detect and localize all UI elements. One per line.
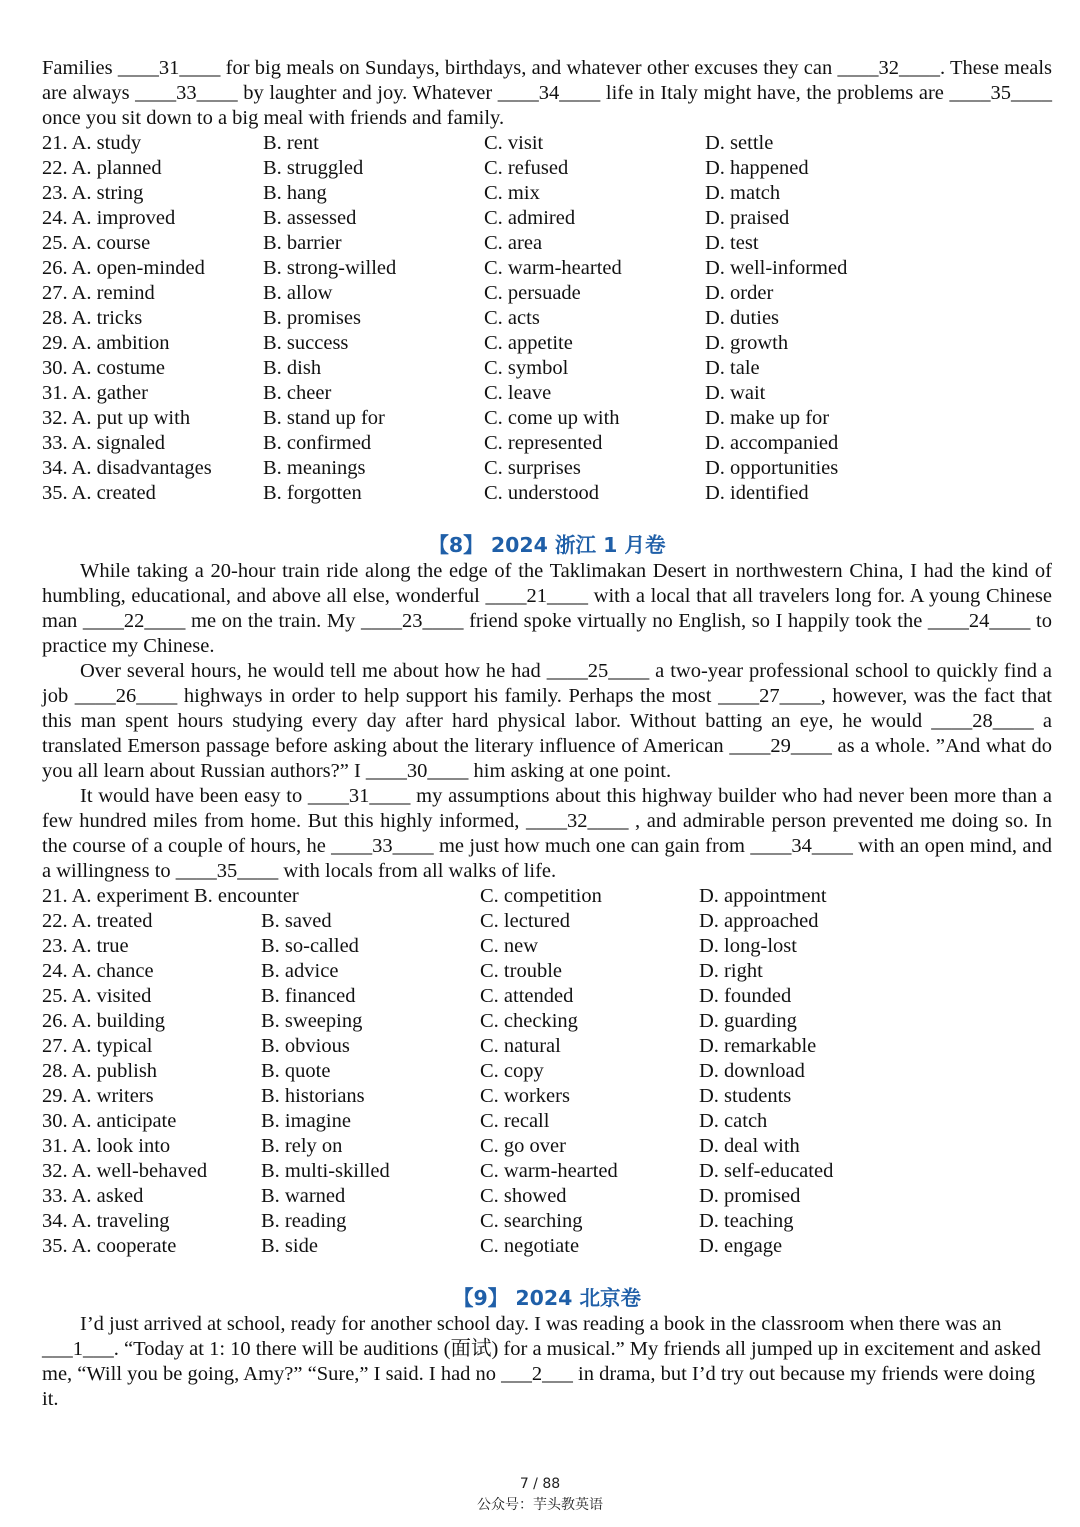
section7-option-q27-d: D. order: [705, 282, 774, 304]
section7-option-q29-d: D. growth: [705, 332, 789, 354]
section7-option-q28-a: 28. A. tricks: [42, 307, 143, 329]
section7-option-q33-d: D. accompanied: [705, 432, 839, 454]
section8-option-q24-a: 24. A. chance: [42, 960, 154, 982]
section8-option-q23-c: C. new: [480, 935, 539, 957]
section7-option-q34-c: C. surprises: [484, 457, 581, 479]
section8-option-q31-d: D. deal with: [699, 1135, 800, 1157]
section7-option-q28-b: B. promises: [263, 307, 361, 329]
section8-option-q30-c: C. recall: [480, 1110, 550, 1132]
section7-option-q32-b: B. stand up for: [263, 407, 385, 429]
section7-option-q27-b: B. allow: [263, 282, 333, 304]
section7-option-q24-d: D. praised: [705, 207, 790, 229]
section8-option-q30-a: 30. A. anticipate: [42, 1110, 177, 1132]
section7-option-q22-c: C. refused: [484, 157, 569, 179]
section8-option-q35-d: D. engage: [699, 1235, 783, 1257]
section8-option-q26-d: D. guarding: [699, 1010, 797, 1032]
section8-option-q21-c: C. competition: [480, 885, 602, 907]
section8-paragraph-2: Over several hours, he would tell me about how he had ____25____ a two-year professional school to quickly find a job ____26____ highways in order to help support his family. Perhaps the most ____27____, however, was the fact that this man spent hours studying every day after hard physical labor. Without batting an eye, he would ____28____ a translated Emerson passage before asking about the literary influence of American ____29____ as a whole. ”And what do you all learn about Russian authors?” I ____30____ him asking at one point.: [42, 660, 1052, 782]
section8-option-q29-b: B. historians: [261, 1085, 365, 1107]
section8-option-q33-c: C. showed: [480, 1185, 567, 1207]
section8-option-q35-b: B. side: [261, 1235, 318, 1257]
section7-option-q21-a: 21. A. study: [42, 132, 142, 154]
section7-option-q29-a: 29. A. ambition: [42, 332, 170, 354]
page-number: 7 / 88: [519, 1476, 561, 1492]
section8-option-q29-c: C. workers: [480, 1085, 570, 1107]
section7-option-q32-c: C. come up with: [484, 407, 620, 429]
section8-option-q27-a: 27. A. typical: [42, 1035, 153, 1057]
section7-option-q23-b: B. hang: [263, 182, 327, 204]
section7-option-q35-a: 35. A. created: [42, 482, 156, 504]
section7-option-q23-c: C. mix: [484, 182, 540, 204]
section8-option-q28-a: 28. A. publish: [42, 1060, 158, 1082]
section8-option-q28-d: D. download: [699, 1060, 805, 1082]
section8-option-q24-b: B. advice: [261, 960, 339, 982]
section7-option-q22-d: D. happened: [705, 157, 809, 179]
section8-option-q29-d: D. students: [699, 1085, 792, 1107]
section7-option-q22-a: 22. A. planned: [42, 157, 162, 179]
section8-paragraph-3: It would have been easy to ____31____ my assumptions about this highway builder who had never been more than a few hundred miles from home. But this highly informed, ____32____ , and admirable person prevented me doing so. In the course of a couple of hours, he ____33____ me just how much one can gain from ____34____ with an open mind, and a willingness to ____35____ with locals from all walks of life.: [42, 785, 1052, 882]
section8-option-q32-b: B. multi-skilled: [261, 1160, 390, 1182]
section7-option-q34-d: D. opportunities: [705, 457, 839, 479]
section8-option-q26-c: C. checking: [480, 1010, 578, 1032]
section7-option-q34-b: B. meanings: [263, 457, 366, 479]
section7-option-q31-c: C. leave: [484, 382, 552, 404]
section8-options: [42, 884, 1052, 1259]
section8-option-q33-d: D. promised: [699, 1185, 801, 1207]
section7-option-q32-d: D. make up for: [705, 407, 830, 429]
section7-option-q32-a: 32. A. put up with: [42, 407, 191, 429]
section8-option-q25-c: C. attended: [480, 985, 574, 1007]
section8-option-q27-b: B. obvious: [261, 1035, 350, 1057]
section7-option-q21-d: D. settle: [705, 132, 774, 154]
section7-option-q27-c: C. persuade: [484, 282, 581, 304]
section8-option-q29-a: 29. A. writers: [42, 1085, 154, 1107]
section7-option-q23-d: D. match: [705, 182, 781, 204]
section8-option-q26-a: 26. A. building: [42, 1010, 166, 1032]
section8-option-q31-a: 31. A. look into: [42, 1135, 171, 1157]
section8-option-q25-b: B. financed: [261, 985, 356, 1007]
section7-option-q27-a: 27. A. remind: [42, 282, 155, 304]
section7-option-q35-c: C. understood: [484, 482, 600, 504]
section8-option-q27-c: C. natural: [480, 1035, 561, 1057]
section7-option-q24-a: 24. A. improved: [42, 207, 176, 229]
section8-option-q33-b: B. warned: [261, 1185, 346, 1207]
section8-option-q35-a: 35. A. cooperate: [42, 1235, 177, 1257]
section7-option-q29-b: B. success: [263, 332, 349, 354]
section7-option-q25-b: B. barrier: [263, 232, 342, 254]
section8-option-q23-a: 23. A. true: [42, 935, 129, 957]
section8-option-q22-b: B. saved: [261, 910, 332, 932]
section8-option-q21-a: 21. A. experiment B. encounter: [42, 885, 299, 907]
section8-option-q31-b: B. rely on: [261, 1135, 343, 1157]
section7-passage-tail: Families ____31____ for big meals on Sundays, birthdays, and whatever other excuses they can ____32____. These meals are always ____33____ by laughter and joy. Whatever ____34____ life in Italy might have, the problems are ____35____ once you sit down to a big meal with friends and family.: [42, 57, 1052, 129]
section7-option-q34-a: 34. A. disadvantages: [42, 457, 212, 479]
section7-option-q30-d: D. tale: [705, 357, 760, 379]
section8-option-q23-d: D. long-lost: [699, 935, 797, 957]
section8-heading: 【8】 2024 浙江 1 月卷: [428, 533, 666, 557]
section8-option-q24-d: D. right: [699, 960, 763, 982]
section8-option-q32-a: 32. A. well-behaved: [42, 1160, 208, 1182]
section7-option-q25-a: 25. A. course: [42, 232, 151, 254]
section7-options: [42, 131, 1052, 506]
section7-option-q22-b: B. struggled: [263, 157, 364, 179]
page-content: [42, 56, 1052, 1412]
section8-option-q24-c: C. trouble: [480, 960, 562, 982]
section7-option-q25-c: C. area: [484, 232, 543, 254]
section8-option-q26-b: B. sweeping: [261, 1010, 363, 1032]
section7-option-q28-d: D. duties: [705, 307, 780, 329]
section8-option-q34-d: D. teaching: [699, 1210, 794, 1232]
section8-option-q23-b: B. so-called: [261, 935, 359, 957]
section7-option-q26-b: B. strong-willed: [263, 257, 397, 279]
section7-option-q35-d: D. identified: [705, 482, 809, 504]
section8-option-q32-c: C. warm-hearted: [480, 1160, 618, 1182]
section7-option-q21-b: B. rent: [263, 132, 319, 154]
section8-option-q30-d: D. catch: [699, 1110, 768, 1132]
section8-option-q28-b: B. quote: [261, 1060, 331, 1082]
section7-option-q30-c: C. symbol: [484, 357, 569, 379]
section7-option-q24-c: C. admired: [484, 207, 576, 229]
section8-option-q22-a: 22. A. treated: [42, 910, 153, 932]
section7-option-q30-a: 30. A. costume: [42, 357, 165, 379]
section8-option-q33-a: 33. A. asked: [42, 1185, 144, 1207]
section7-option-q31-b: B. cheer: [263, 382, 332, 404]
section8-option-q32-d: D. self-educated: [699, 1160, 834, 1182]
section8-option-q25-a: 25. A. visited: [42, 985, 152, 1007]
section7-option-q25-d: D. test: [705, 232, 759, 254]
section8-option-q25-d: D. founded: [699, 985, 792, 1007]
section7-option-q28-c: C. acts: [484, 307, 540, 329]
section7-option-q35-b: B. forgotten: [263, 482, 362, 504]
section7-option-q29-c: C. appetite: [484, 332, 573, 354]
section8-option-q21-d: D. appointment: [699, 885, 827, 907]
section7-option-q23-a: 23. A. string: [42, 182, 144, 204]
section9-paragraph: I’d just arrived at school, ready for another school day. I was reading a book in the classroom when there was an ___1___. “Today at 1: 10 there will be auditions (面试) for a musical.” My friends all jumped up in excitement and asked me, “Will you be going, Amy?” “Sure,” I said. I had no ___2___ in drama, but I’d try out because my friends were doing it.: [42, 1313, 1041, 1410]
section8-paragraph-1: While taking a 20-hour train ride along the edge of the Taklimakan Desert in northwestern China, I had the kind of humbling, educational, and above all else, wonderful ____21____ with a local that all travelers long for. A young Chinese man ____22____ me on the train. My ____23____ friend spoke virtually no English, so I happily took the ____24____ to practice my Chinese.: [42, 560, 1052, 657]
section7-option-q31-d: D. wait: [705, 382, 766, 404]
section7-option-q31-a: 31. A. gather: [42, 382, 148, 404]
section8-option-q34-a: 34. A. traveling: [42, 1210, 170, 1232]
section7-option-q26-c: C. warm-hearted: [484, 257, 622, 279]
section8-option-q34-b: B. reading: [261, 1210, 347, 1232]
section8-option-q22-d: D. approached: [699, 910, 819, 932]
section7-option-q33-a: 33. A. signaled: [42, 432, 165, 454]
section7-option-q33-c: C. represented: [484, 432, 603, 454]
section8-option-q22-c: C. lectured: [480, 910, 570, 932]
section8-option-q21-b: [261, 884, 480, 909]
section8-option-q34-c: C. searching: [480, 1210, 583, 1232]
section8-option-q27-d: D. remarkable: [699, 1035, 817, 1057]
section7-option-q24-b: B. assessed: [263, 207, 357, 229]
footer-source: 公众号：芋头教英语: [477, 1497, 603, 1513]
section9-heading: 【9】 2024 北京卷: [452, 1286, 642, 1310]
section8-option-q35-c: C. negotiate: [480, 1235, 580, 1257]
section8-option-q28-c: C. copy: [480, 1060, 544, 1082]
section7-option-q21-c: C. visit: [484, 132, 544, 154]
section7-option-q33-b: B. confirmed: [263, 432, 372, 454]
section7-option-q26-a: 26. A. open-minded: [42, 257, 205, 279]
section7-option-q26-d: D. well-informed: [705, 257, 848, 279]
section7-option-q30-b: B. dish: [263, 357, 322, 379]
section8-option-q31-c: C. go over: [480, 1135, 566, 1157]
section8-option-q30-b: B. imagine: [261, 1110, 351, 1132]
